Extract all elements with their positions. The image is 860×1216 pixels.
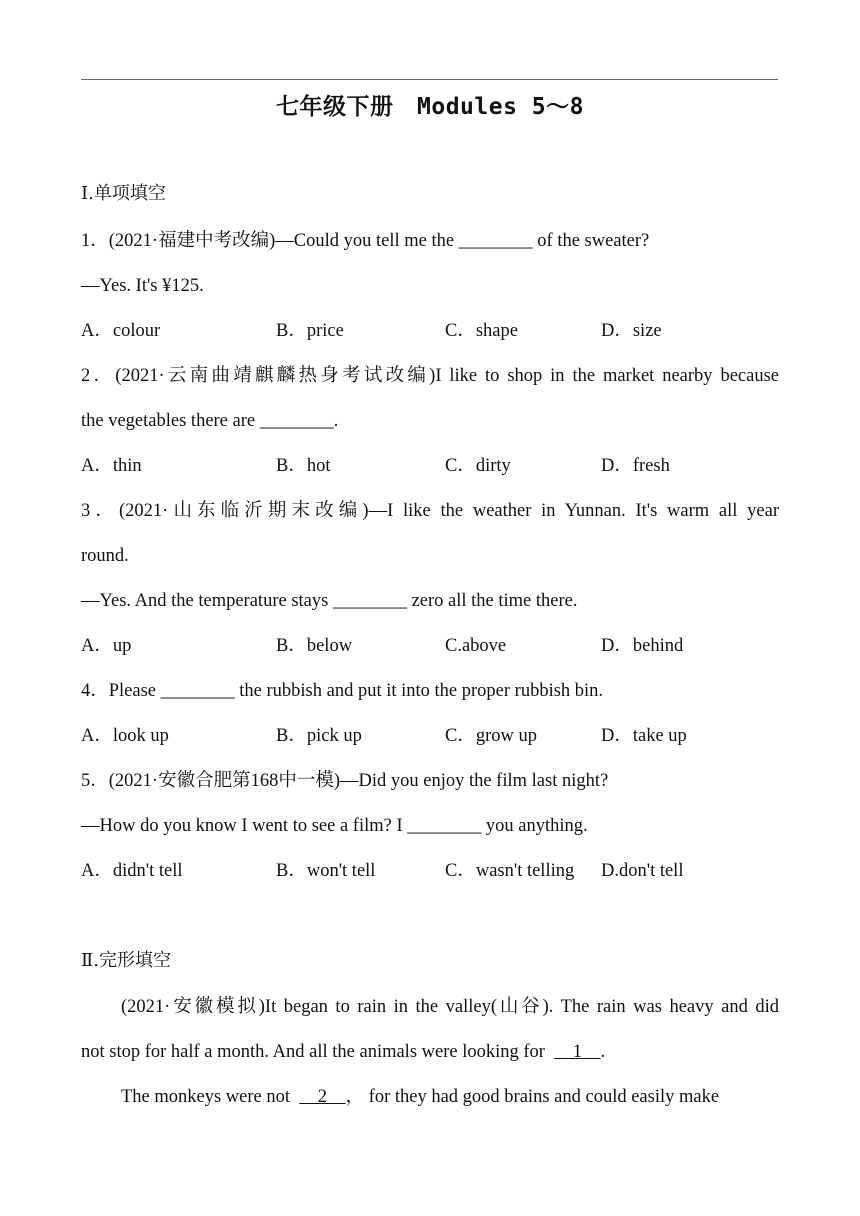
question-3-stem-line-3: —Yes. And the temperature stays ________ zero all the time there. [81,591,578,611]
question-4-option-d: D．take up [601,726,687,746]
cloze-blank-1: 1 [554,1042,601,1062]
cloze-paragraph-1-line-1: (2021·安徽模拟)It began to rain in the valley(山谷). The rain was heavy and did [121,997,779,1017]
question-5-stem-line-1: 5．(2021·安徽合肥第168中一模)—Did you enjoy the film last night? [81,771,609,791]
question-2-option-c: C．dirty [445,456,511,476]
cloze-text-segment: . [600,1042,606,1062]
question-4-option-b: B．pick up [276,726,362,746]
page-title: 七年级下册 Modules 5～8 [276,94,584,120]
question-1-option-c: C．shape [445,321,518,341]
header-rule [81,79,778,80]
question-1-option-b: B．price [276,321,344,341]
question-2-option-d: D．fresh [601,456,670,476]
question-2-stem-line-1: 2．(2021·云南曲靖麒麟热身考试改编)I like to shop in the market nearby because [81,366,779,386]
question-1-option-d: D．size [601,321,662,341]
question-1-stem-line-1: 1．(2021·福建中考改编)—Could you tell me the ________ of the sweater? [81,231,650,251]
question-2-option-a: A．thin [81,456,142,476]
question-5-option-b: B．won't tell [276,861,376,881]
question-5-option-a: A．didn't tell [81,861,183,881]
question-4-stem-line-1: 4．Please ________ the rubbish and put it into the proper rubbish bin. [81,681,604,701]
section-heading-cloze: Ⅱ.完形填空 [81,950,171,971]
question-1-option-a: A．colour [81,321,161,341]
question-4-option-a: A．look up [81,726,169,746]
cloze-blank-2: 2 [299,1087,346,1107]
question-2-stem-line-2: the vegetables there are ________. [81,411,339,431]
question-3-option-c: C.above [445,636,507,656]
cloze-paragraph-1-line-2 [81,1040,779,1064]
question-3-stem-line-1: 3．(2021·山东临沂期末改编)—I like the weather in Yunnan. It's warm all year [81,501,779,521]
question-5-stem-line-2: —How do you know I went to see a film? I ________ you anything. [81,816,588,836]
section-heading-single-choice: Ⅰ.单项填空 [81,183,166,204]
question-3-stem-line-2: round. [81,546,129,566]
question-4-option-c: C．grow up [445,726,537,746]
question-5-option-d: D.don't tell [601,861,684,881]
question-3-option-a: A．up [81,636,132,656]
cloze-text-segment: ， for they had good brains and could easily make [345,1087,720,1107]
cloze-paragraph-2-line-1 [121,1085,779,1109]
question-2-option-b: B．hot [276,456,331,476]
cloze-text-segment: not stop for half a month. And all the animals were looking for [81,1042,545,1062]
question-3-option-d: D．behind [601,636,684,656]
question-5-option-c: C．wasn't telling [445,861,575,881]
cloze-text-segment: The monkeys were not [121,1087,291,1107]
question-3-option-b: B．below [276,636,353,656]
question-1-stem-line-2: —Yes. It's ¥125. [81,276,204,296]
